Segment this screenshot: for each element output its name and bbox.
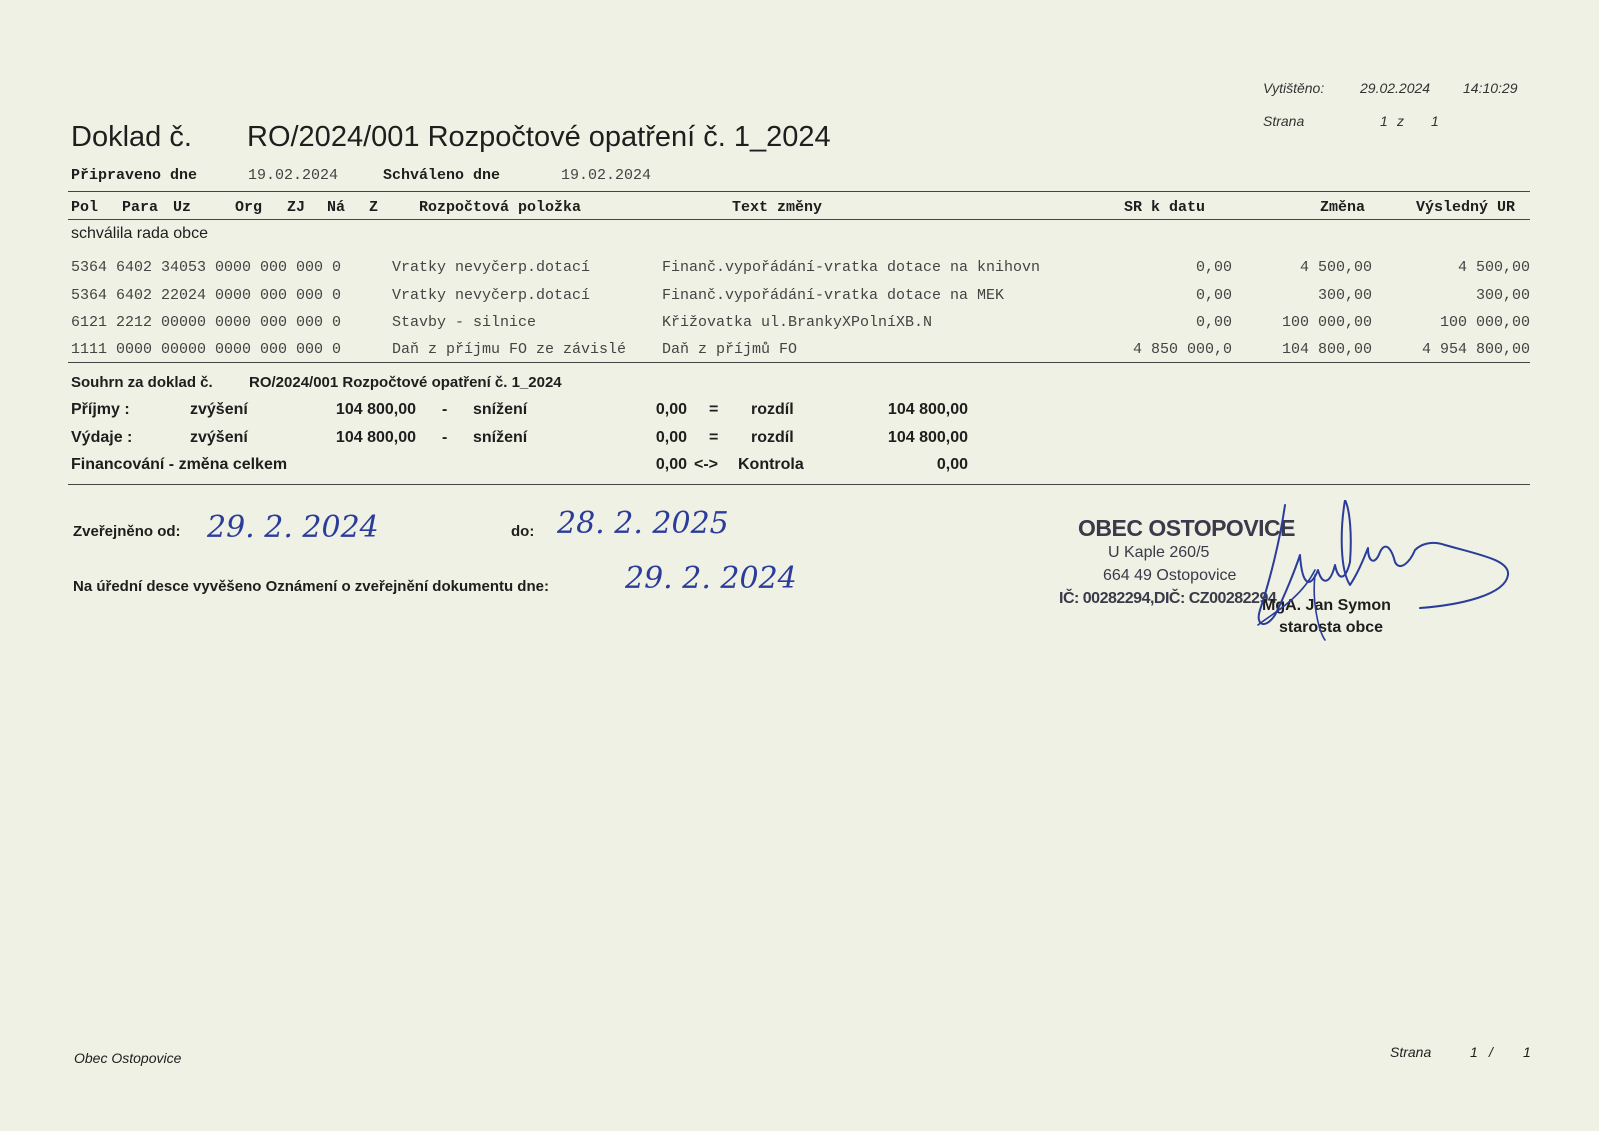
expenses-inc-value: 104 800,00	[335, 429, 416, 446]
expenses-label: Výdaje :	[71, 429, 133, 446]
income-diff-label: rozdíl	[751, 401, 794, 418]
col-z: Z	[369, 199, 379, 216]
income-dec-value: 0,00	[655, 401, 687, 418]
approved-date: 19.02.2024	[561, 167, 652, 184]
row-change: 104 800,00	[1281, 341, 1372, 358]
stamp-ids: IČ: 00282294,DIČ: CZ00282294	[1059, 590, 1277, 607]
row-sr: 0,00	[1195, 314, 1232, 331]
published-from-label: Zveřejněno od:	[73, 523, 181, 540]
row-item: Vratky nevyčerp.dotací	[392, 287, 591, 304]
row-sr: 0,00	[1195, 259, 1232, 276]
row-sr: 0,00	[1195, 287, 1232, 304]
printed-time: 14:10:29	[1463, 80, 1518, 96]
page-total: 1	[1431, 113, 1439, 129]
printed-label: Vytištěno:	[1263, 80, 1325, 96]
notice-board-handwritten: 29. 2. 2024	[625, 561, 797, 596]
check-value: 0,00	[936, 456, 968, 473]
signature-icon	[1240, 500, 1540, 650]
row-item: Stavby - silnice	[392, 314, 537, 331]
row-result: 300,00	[1475, 287, 1530, 304]
row-change: 100 000,00	[1281, 314, 1372, 331]
col-text: Text změny	[732, 199, 823, 216]
row-item: Vratky nevyčerp.dotací	[392, 259, 591, 276]
row-text: Finanč.vypořádání-vratka dotace na knihovn	[662, 259, 1041, 276]
row-text: Finanč.vypořádání-vratka dotace na MEK	[662, 287, 1005, 304]
income-minus: -	[442, 401, 448, 418]
prepared-date: 19.02.2024	[248, 167, 339, 184]
page-sep: z	[1397, 113, 1404, 129]
doc-label: Doklad č.	[71, 121, 192, 153]
stamp-street: U Kaple 260/5	[1108, 544, 1210, 561]
published-to-label: do:	[511, 523, 535, 540]
col-sr: SR k datu	[1124, 199, 1206, 216]
row-sr: 4 850 000,0	[1132, 341, 1232, 358]
col-result: Výsledný UR	[1416, 199, 1516, 216]
divider	[68, 484, 1530, 485]
income-label: Příjmy :	[71, 401, 130, 418]
published-to-handwritten: 28. 2. 2025	[557, 506, 729, 541]
expenses-dec-label: snížení	[473, 429, 528, 446]
row-result: 4 954 800,00	[1421, 341, 1530, 358]
divider	[68, 362, 1530, 363]
col-zj: ZJ	[287, 199, 306, 216]
row-result: 4 500,00	[1457, 259, 1530, 276]
expenses-diff-label: rozdíl	[751, 429, 794, 446]
footer-page-current: 1	[1470, 1044, 1478, 1060]
published-from-handwritten: 29. 2. 2024	[207, 510, 379, 545]
financing-label: Financování - změna celkem	[71, 456, 288, 473]
row-codes: 5364 6402 34053 0000 000 000 0	[71, 259, 342, 276]
col-uz: Uz	[173, 199, 192, 216]
col-change: Změna	[1320, 199, 1366, 216]
expenses-inc-label: zvýšení	[190, 429, 248, 446]
income-inc-value: 104 800,00	[335, 401, 416, 418]
expenses-minus: -	[442, 429, 448, 446]
approved-label: Schváleno dne	[383, 167, 501, 184]
financing-value: 0,00	[655, 456, 687, 473]
row-codes: 1111 0000 00000 0000 000 000 0	[71, 341, 342, 358]
footer-page-label: Strana	[1390, 1044, 1432, 1060]
printed-date: 29.02.2024	[1360, 80, 1431, 96]
expenses-diff-value: 104 800,00	[887, 429, 968, 446]
footer-org: Obec Ostopovice	[74, 1050, 182, 1066]
income-diff-value: 104 800,00	[887, 401, 968, 418]
page-label: Strana	[1263, 113, 1305, 129]
col-pol: Pol	[71, 199, 99, 216]
income-inc-label: zvýšení	[190, 401, 248, 418]
income-eq: =	[709, 401, 719, 418]
col-para: Para	[122, 199, 159, 216]
col-na: Ná	[327, 199, 346, 216]
prepared-label: Připraveno dne	[71, 167, 198, 184]
income-dec-label: snížení	[473, 401, 528, 418]
notice-board-label: Na úřední desce vyvěšeno Oznámení o zveřejnění dokumentu dne:	[73, 578, 549, 595]
row-text: Daň z příjmů FO	[662, 341, 798, 358]
signatory-name: MgA. Jan Symon	[1262, 597, 1391, 614]
expenses-eq: =	[709, 429, 719, 446]
footer-page-sep: /	[1489, 1044, 1493, 1060]
doc-title: RO/2024/001 Rozpočtové opatření č. 1_2024	[247, 121, 831, 153]
row-change: 300,00	[1317, 287, 1372, 304]
row-codes: 6121 2212 00000 0000 000 000 0	[71, 314, 342, 331]
check-label: Kontrola	[738, 456, 804, 473]
divider	[68, 219, 1530, 220]
expenses-dec-value: 0,00	[655, 429, 687, 446]
signatory-role: starosta obce	[1279, 619, 1384, 636]
row-change: 4 500,00	[1299, 259, 1372, 276]
financing-arrow: <->	[694, 456, 719, 473]
divider	[68, 191, 1530, 192]
col-org: Org	[235, 199, 263, 216]
page-current: 1	[1380, 113, 1388, 129]
summary-doc: RO/2024/001 Rozpočtové opatření č. 1_2024	[249, 374, 562, 391]
approved-by: schválila rada obce	[71, 225, 208, 242]
col-item: Rozpočtová položka	[419, 199, 582, 216]
summary-label: Souhrn za doklad č.	[71, 374, 213, 391]
stamp-city: 664 49 Ostopovice	[1103, 567, 1237, 584]
row-codes: 5364 6402 22024 0000 000 000 0	[71, 287, 342, 304]
row-result: 100 000,00	[1439, 314, 1530, 331]
row-item: Daň z příjmu FO ze závislé	[392, 341, 627, 358]
footer-page-total: 1	[1523, 1044, 1531, 1060]
row-text: Křižovatka ul.BrankyXPolníXB.N	[662, 314, 933, 331]
stamp-name: OBEC OSTOPOVICE	[1078, 515, 1296, 541]
